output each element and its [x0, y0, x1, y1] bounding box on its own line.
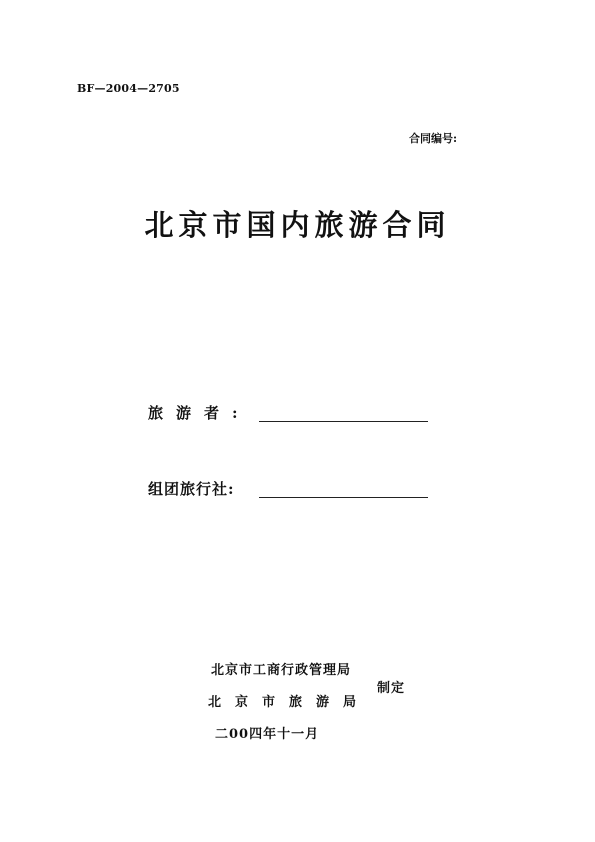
issuer-industry-commerce: 北京市工商行政管理局	[211, 663, 352, 678]
page-title: 北京市国内旅游合同	[144, 208, 451, 242]
document-code: BF—2004—2705	[77, 82, 180, 95]
issuer-tourism-bureau: 北京市旅游局	[208, 695, 371, 710]
tourist-label: 旅游者:	[148, 404, 251, 422]
agency-blank-line	[259, 497, 428, 498]
tourist-blank-line	[259, 421, 428, 422]
issue-date: 二00四年十一月	[215, 727, 320, 742]
agency-label: 组团旅行社:	[148, 480, 235, 498]
issued-by-label: 制定	[377, 681, 406, 696]
contract-number-label: 合同编号:	[409, 132, 458, 145]
